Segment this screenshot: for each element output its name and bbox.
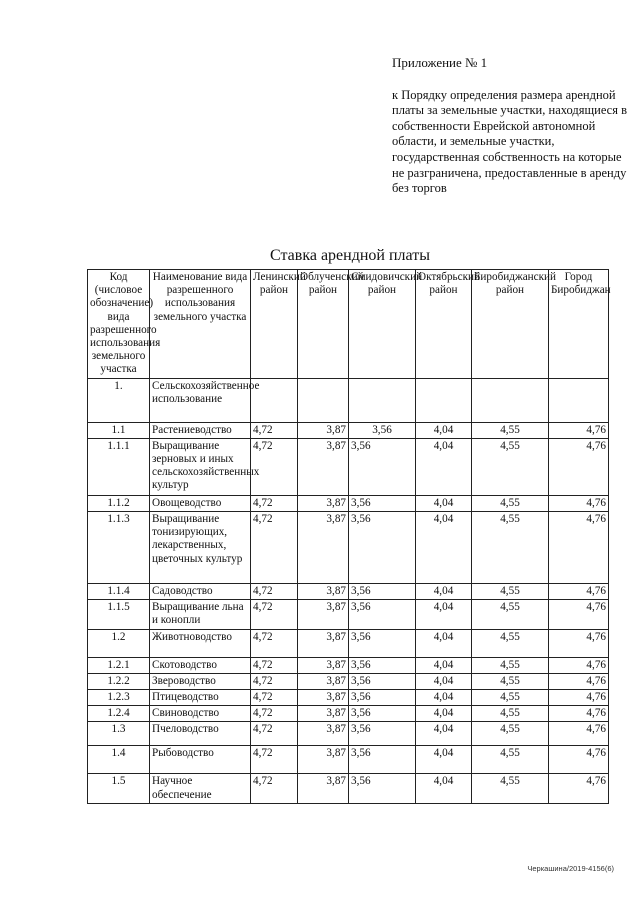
appendix-title: Приложение № 1 (392, 55, 488, 70)
rate-cell: 4,72 (251, 706, 298, 722)
row-code: 1.1 (88, 422, 150, 438)
rate-cell: 4,72 (251, 690, 298, 706)
table-row (88, 584, 609, 600)
rate-cell (416, 378, 472, 422)
column-header: Ленинский район (251, 270, 298, 379)
rate-cell: 3,87 (298, 438, 349, 495)
row-code: 1.1.4 (88, 584, 150, 600)
rate-cell: 4,76 (549, 657, 609, 673)
row-use-name: Рыбоводство (150, 746, 251, 774)
rate-cell: 3,56 (349, 722, 416, 746)
rate-cell: 3,87 (298, 673, 349, 689)
rate-cell: 3,56 (349, 438, 416, 495)
rate-cell (298, 378, 349, 422)
row-use-name: Свиноводство (150, 706, 251, 722)
table-row (88, 600, 609, 629)
rate-cell: 4,55 (472, 495, 549, 511)
table-body (88, 378, 609, 804)
rate-cell: 4,04 (416, 438, 472, 495)
rate-cell: 3,56 (349, 673, 416, 689)
table-row (88, 512, 609, 584)
table-row (88, 706, 609, 722)
rate-cell: 4,04 (416, 629, 472, 657)
row-code: 1.3 (88, 722, 150, 746)
appendix-text: к Порядку определения размера арендной платы за земельные участки, находящиеся в собственности Еврейской автономной области, и земельные участки, государственная собственность на которые не разграничена, предоставленные в аренду без торгов (392, 87, 628, 196)
table-title: Ставка арендной платы (270, 247, 430, 264)
row-code: 1.2.4 (88, 706, 150, 722)
rate-cell: 3,56 (349, 495, 416, 511)
rate-cell: 4,04 (416, 495, 472, 511)
row-code: 1.1.2 (88, 495, 150, 511)
rate-cell: 3,87 (298, 629, 349, 657)
rate-cell: 4,04 (416, 657, 472, 673)
rate-cell: 3,87 (298, 512, 349, 584)
rate-cell: 4,76 (549, 600, 609, 629)
row-use-name: Научное обеспечение (150, 774, 251, 804)
row-code: 1.1.5 (88, 600, 150, 629)
table-row (88, 495, 609, 511)
rate-cell: 4,55 (472, 600, 549, 629)
rate-cell: 4,04 (416, 600, 472, 629)
rate-cell: 3,87 (298, 422, 349, 438)
rate-cell: 3,87 (298, 495, 349, 511)
rate-cell: 4,04 (416, 746, 472, 774)
rate-cell: 3,87 (298, 690, 349, 706)
row-use-name: Овощеводство (150, 495, 251, 511)
rate-cell: 3,56 (349, 512, 416, 584)
rate-cell: 4,04 (416, 512, 472, 584)
rate-cell: 4,04 (416, 706, 472, 722)
row-use-name: Животноводство (150, 629, 251, 657)
rate-cell: 4,76 (549, 774, 609, 804)
rate-cell: 3,87 (298, 774, 349, 804)
row-code: 1. (88, 378, 150, 422)
column-header: Октябрьский район (416, 270, 472, 379)
rate-cell: 4,72 (251, 600, 298, 629)
rate-cell: 4,55 (472, 512, 549, 584)
table-row (88, 722, 609, 746)
row-use-name: Выращивание льна и конопли (150, 600, 251, 629)
rate-cell: 4,55 (472, 422, 549, 438)
rate-cell: 4,72 (251, 438, 298, 495)
rate-cell: 3,87 (298, 584, 349, 600)
row-use-name: Пчеловодство (150, 722, 251, 746)
rate-cell (349, 378, 416, 422)
row-use-name: Скотоводство (150, 657, 251, 673)
row-use-name: Птицеводство (150, 690, 251, 706)
rate-cell: 3,87 (298, 746, 349, 774)
row-use-name: Выращивание зерновых и иных сельскохозяйственных культур (150, 438, 251, 495)
rate-cell: 4,55 (472, 690, 549, 706)
table-row (88, 673, 609, 689)
row-code: 1.5 (88, 774, 150, 804)
rate-cell: 4,72 (251, 629, 298, 657)
rate-cell: 4,55 (472, 746, 549, 774)
rate-cell (472, 378, 549, 422)
rate-cell: 3,56 (349, 584, 416, 600)
rate-cell: 4,55 (472, 722, 549, 746)
rate-cell: 4,72 (251, 774, 298, 804)
rate-cell: 4,55 (472, 438, 549, 495)
rate-cell: 4,76 (549, 495, 609, 511)
rate-cell: 4,72 (251, 422, 298, 438)
rate-cell: 4,55 (472, 706, 549, 722)
rate-cell: 4,72 (251, 512, 298, 584)
rate-cell: 4,55 (472, 673, 549, 689)
column-header: Код (числовое обозначение) вида разрешенного использования земельного участка (88, 270, 150, 379)
rate-cell: 4,72 (251, 584, 298, 600)
row-code: 1.2.3 (88, 690, 150, 706)
row-code: 1.2 (88, 629, 150, 657)
row-use-name: Выращивание тонизирующих, лекарственных, цветочных культур (150, 512, 251, 584)
row-code: 1.2.2 (88, 673, 150, 689)
row-code: 1.4 (88, 746, 150, 774)
rate-cell: 3,56 (349, 657, 416, 673)
column-header: Смидовичский район (349, 270, 416, 379)
rate-cell: 4,76 (549, 690, 609, 706)
column-header: Наименование вида разрешенного использования земельного участка (150, 270, 251, 379)
rate-cell: 3,87 (298, 657, 349, 673)
table-row (88, 774, 609, 804)
rate-cell: 4,72 (251, 673, 298, 689)
rate-cell: 4,04 (416, 584, 472, 600)
rate-cell: 4,55 (472, 629, 549, 657)
table-row (88, 629, 609, 657)
rate-cell: 3,56 (349, 629, 416, 657)
column-header: Биробиджанский район (472, 270, 549, 379)
rate-cell: 4,04 (416, 690, 472, 706)
row-code: 1.2.1 (88, 657, 150, 673)
rate-cell: 4,04 (416, 422, 472, 438)
rate-table (87, 269, 609, 804)
rate-cell: 3,56 (349, 774, 416, 804)
rate-cell: 3,87 (298, 722, 349, 746)
rate-cell: 3,56 (349, 690, 416, 706)
footer-reference: Черкашина/2019-4156(6) (527, 864, 614, 873)
rate-cell: 3,87 (298, 706, 349, 722)
rate-cell: 4,04 (416, 774, 472, 804)
rate-cell: 4,55 (472, 774, 549, 804)
rate-cell: 4,72 (251, 657, 298, 673)
row-use-name: Садоводство (150, 584, 251, 600)
rate-cell: 4,76 (549, 746, 609, 774)
rate-cell (549, 378, 609, 422)
table-row (88, 657, 609, 673)
rate-cell: 4,04 (416, 722, 472, 746)
rate-cell: 4,55 (472, 584, 549, 600)
rate-cell: 4,55 (472, 657, 549, 673)
table-row (88, 746, 609, 774)
rate-cell: 4,72 (251, 495, 298, 511)
row-use-name: Звероводство (150, 673, 251, 689)
rate-cell: 3,56 (349, 422, 416, 438)
rate-cell: 4,76 (549, 629, 609, 657)
rate-cell: 4,76 (549, 706, 609, 722)
rate-cell: 3,56 (349, 706, 416, 722)
rate-cell: 3,56 (349, 746, 416, 774)
rate-cell: 4,72 (251, 746, 298, 774)
appendix-block (392, 55, 627, 197)
rate-cell: 3,56 (349, 600, 416, 629)
rate-cell: 3,87 (298, 600, 349, 629)
rate-cell: 4,76 (549, 584, 609, 600)
rate-cell: 4,76 (549, 673, 609, 689)
row-code: 1.1.3 (88, 512, 150, 584)
rate-cell: 4,76 (549, 438, 609, 495)
rate-cell: 4,72 (251, 722, 298, 746)
column-header: Облученский район (298, 270, 349, 379)
row-use-name: Сельскохозяйственное использование (150, 378, 251, 422)
row-code: 1.1.1 (88, 438, 150, 495)
rate-cell: 4,76 (549, 722, 609, 746)
row-use-name: Растениеводство (150, 422, 251, 438)
rate-cell: 4,76 (549, 512, 609, 584)
rate-cell: 4,76 (549, 422, 609, 438)
table-row (88, 422, 609, 438)
table-row (88, 438, 609, 495)
table-row (88, 690, 609, 706)
table-row (88, 378, 609, 422)
rate-cell: 4,04 (416, 673, 472, 689)
table-header-row (88, 270, 609, 379)
column-header: Город Биробиджан (549, 270, 609, 379)
